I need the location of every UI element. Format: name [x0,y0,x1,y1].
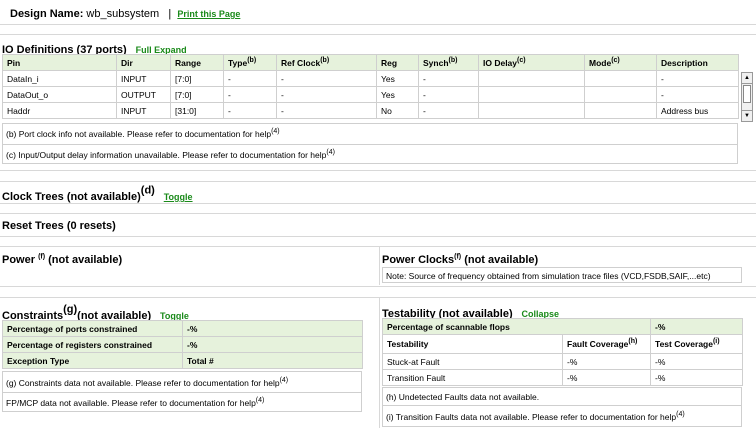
table-row: Transition Fault -% -% [383,370,743,386]
print-page-link[interactable]: Print this Page [177,9,241,19]
header-separator: | [168,8,172,20]
design-name-value: wb_subsystem [86,8,160,20]
power-title: Power $^{(f)}$ (not available) [2,253,123,266]
io-col-header: Dir [117,55,171,71]
io-col-header: Mode$^{(c)}$ [585,55,657,71]
io-cell [585,87,657,103]
io-cell: OUTPUT [117,87,171,103]
constraints-table [2,320,363,369]
io-cell: [31:0] [171,103,224,119]
constraints-note-fpmcp: FP/MCP data not available. Please refer to documentation for help$^{(4)}$ [2,392,362,412]
testability-note-h: (h) Undetected Faults data not available. [382,387,742,406]
divider [0,286,756,287]
divider [0,181,756,182]
divider [0,203,756,204]
io-cell: INPUT [117,71,171,87]
table-row [3,103,739,119]
io-cell: DataOut_o [3,87,117,103]
io-cell: - [224,87,277,103]
io-cell: - [657,71,739,87]
io-cell: Yes [377,71,419,87]
io-cell: - [277,71,377,87]
constraints-toggle-link[interactable]: Toggle [160,311,189,321]
table-row: Testability Fault Coverage$^{(h)}$ Test Coverage$^{(i)}$ [383,335,743,354]
divider [0,236,756,237]
divider [0,246,756,247]
page-header [10,8,240,20]
scroll-up-icon[interactable]: ▲ [742,73,752,84]
divider [0,34,756,35]
full-expand-link[interactable]: Full Expand [135,45,187,55]
scroll-thumb[interactable] [743,85,751,103]
io-note-c: (c) Input/Output delay information unavailable. Please refer to documentation for help$^{(4)}$ [2,144,738,164]
io-cell: Yes [377,87,419,103]
io-scrollbar[interactable] [741,72,753,122]
table-row: Percentage of registers constrained -% [3,337,363,353]
io-cell: Haddr [3,103,117,119]
divider [379,247,380,285]
divider [0,213,756,214]
io-cell: - [419,87,479,103]
io-title: IO Definitions (37 ports) [2,44,127,56]
io-cell: DataIn_i [3,71,117,87]
io-col-header: Synch$^{(b)}$ [419,55,479,71]
testability-table [382,318,743,386]
power-clocks-note: Note: Source of frequency obtained from simulation trace files (VCD,FSDB,SAIF,...etc) [382,267,742,283]
io-col-header: Pin [3,55,117,71]
divider [0,170,756,171]
table-row: Percentage of scannable flops -% [383,319,743,335]
power-clocks-title: Power Clocks$^{(f)}$ (not available) [382,253,539,266]
io-col-header: Type$^{(b)}$ [224,55,277,71]
clock-toggle-link[interactable]: Toggle [163,192,193,202]
clock-trees-section: Clock Trees (not available)$^{(d)}$ Toggle [2,184,193,203]
table-row: Stuck-at Fault -% -% [383,354,743,370]
io-col-header: Range [171,55,224,71]
divider [0,297,756,298]
io-col-header: Ref Clock$^{(b)}$ [277,55,377,71]
testability-title: Testability (not available) [382,308,513,320]
io-table [2,54,739,119]
io-cell: - [657,87,739,103]
io-col-header: Description [657,55,739,71]
scroll-down-icon[interactable]: ▼ [742,110,752,121]
constraints-note-g: (g) Constraints data not available. Please refer to documentation for help$^{(4)}$ [2,371,362,393]
io-cell: - [419,71,479,87]
io-cell: - [277,87,377,103]
testability-note-i: (i) Transition Faults data not available. Please refer to documentation for help$^{(4)}$ [382,405,742,427]
io-note-b: (b) Port clock info not available. Please refer to documentation for help$^{(4)}$ [2,123,738,145]
io-cell [479,103,585,119]
io-cell: Address bus [657,103,739,119]
clock-trees-title: Clock Trees (not available) [2,191,141,203]
io-cell: INPUT [117,103,171,119]
io-col-header: Reg [377,55,419,71]
io-cell: [7:0] [171,71,224,87]
table-row: Exception Type Total # [3,353,363,369]
constraints-section: Constraints$^{(g)}$(not available) Toggle [2,303,189,322]
testability-collapse-link[interactable]: Collapse [521,309,560,319]
io-cell [585,103,657,119]
io-col-header: IO Delay$^{(c)}$ [479,55,585,71]
io-cell [479,87,585,103]
divider [0,24,756,25]
table-row [3,71,739,87]
io-cell: - [224,71,277,87]
io-cell: - [224,103,277,119]
reset-trees-title: Reset Trees (0 resets) [2,220,116,232]
divider [379,298,380,428]
design-name-label: Design Name: [10,8,84,20]
io-cell: - [419,103,479,119]
io-cell [585,71,657,87]
io-cell: - [277,103,377,119]
io-cell [479,71,585,87]
io-cell: No [377,103,419,119]
table-row [3,87,739,103]
io-cell: [7:0] [171,87,224,103]
table-row: Percentage of ports constrained -% [3,321,363,337]
